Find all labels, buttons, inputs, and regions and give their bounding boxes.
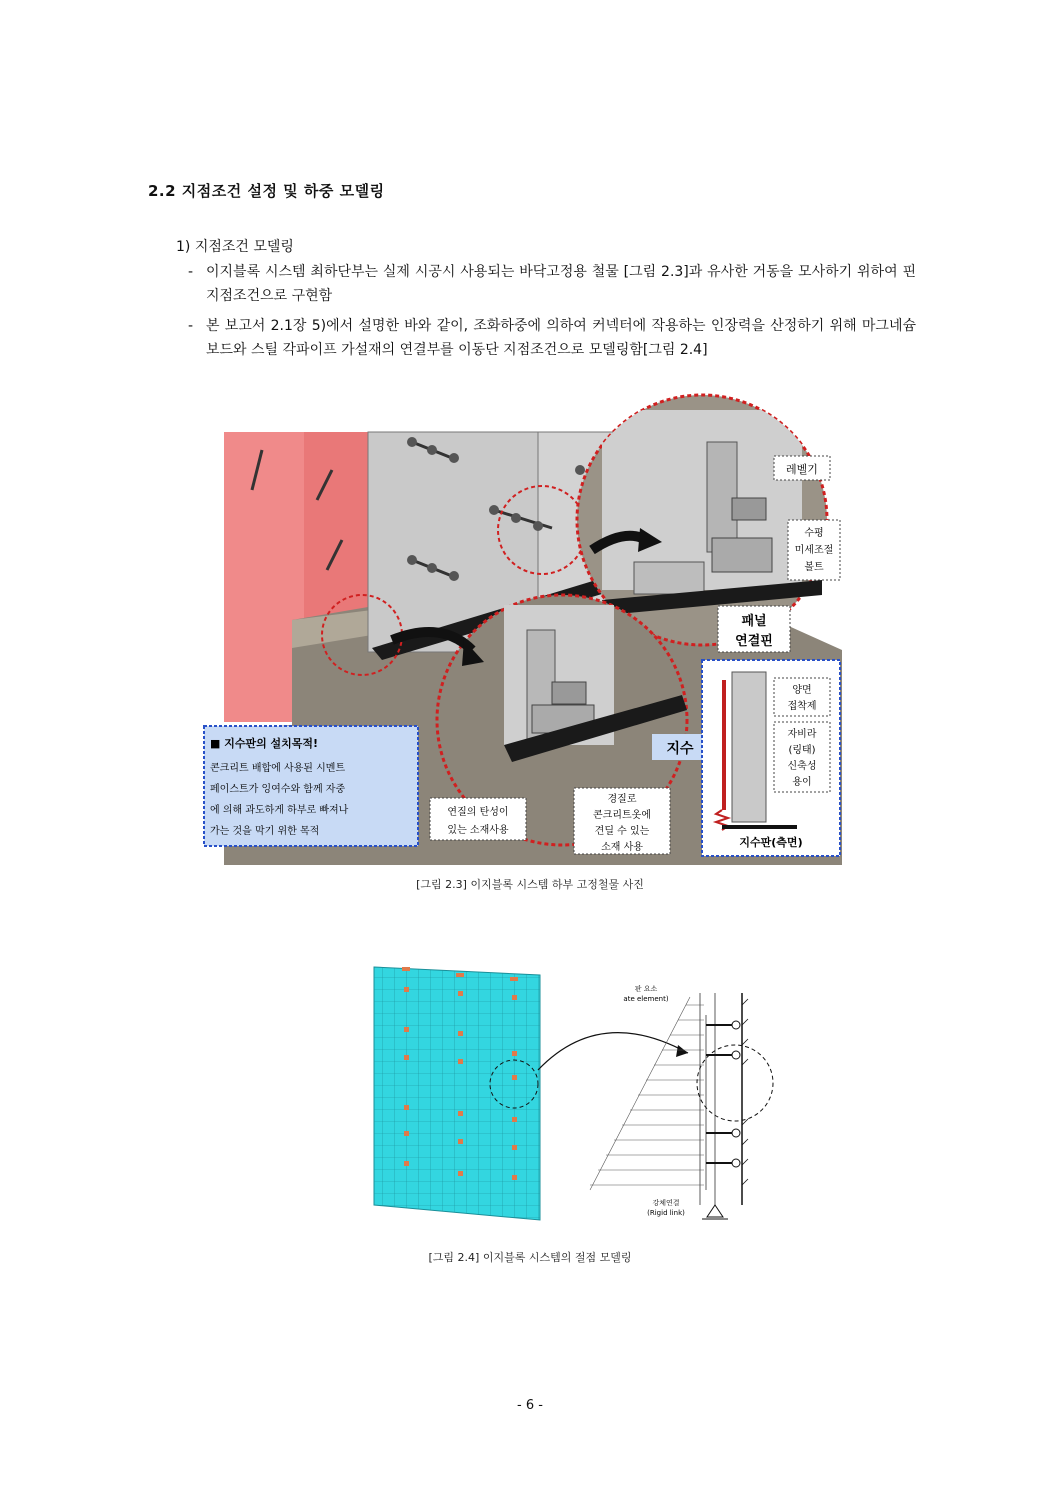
label-rubber-3: 신축성: [787, 761, 817, 772]
note-title: ■ 지수판의 설치목적!: [210, 737, 319, 750]
note-line-1: 콘크리트 배합에 사용된 시멘트: [210, 763, 346, 774]
bullet-item: [188, 260, 916, 308]
label-level: 레벨기: [786, 463, 818, 476]
label-hard-3: 견딜 수 있는: [594, 826, 650, 837]
bullet-text: 본 보고서 2.1장 5)에서 설명한 바와 같이, 조화하중에 의하여 커넥터에 작용하는 인장력을 산정하기 위해 마그네슘보드와 스틸 각파이프 가설재의 연결부를 이동단 지점조건으로 모델링함[그림 2.4]: [206, 318, 916, 358]
figure-2-4-caption: [그림 2.4] 이지블록 시스템의 절점 모델링: [428, 1251, 632, 1264]
note-line-4: 가는 것을 막기 위한 목적: [210, 826, 320, 837]
label-adhesive-2: 접착제: [787, 701, 817, 712]
label-rubber-4: 용이: [792, 777, 812, 788]
label-waterstop-side: 지수판(측면): [739, 836, 803, 849]
figure-2-4-image: [370, 965, 770, 1225]
label-bolt-2: 미세조절: [794, 545, 834, 556]
figure-2-3-image: [210, 410, 842, 865]
bullet-text: 이지블록 시스템 최하단부는 실제 시공시 사용되는 바닥고정용 철물 [그림 2.3]과 유사한 거동을 모사하기 위하여 핀 지점조건으로 구현함: [206, 264, 916, 304]
label-element-2: ate element): [623, 995, 669, 1003]
label-panel-pin-1: 패널: [741, 614, 767, 629]
label-rigid-2: (Rigid link): [647, 1209, 685, 1217]
bullet-dash: -: [188, 318, 194, 334]
label-bolt-1: 수평: [804, 528, 824, 539]
label-rubber-1: 자비라: [787, 729, 817, 740]
label-adhesive-1: 양면: [792, 685, 812, 696]
label-elastic-1: 연질의 탄성이: [447, 807, 509, 818]
note-line-2: 페이스트가 잉여수와 함께 자중: [210, 784, 346, 795]
section-title: 2.2 지점조건 설정 및 하중 모델링: [148, 182, 385, 200]
label-panel-pin-2: 연결핀: [735, 634, 773, 649]
page-number: - 6 -: [517, 1398, 543, 1413]
bullet-dash: -: [188, 264, 194, 280]
label-rigid-1: 강체연결: [652, 1199, 680, 1207]
label-hard-2: 콘크리트옷에: [593, 810, 651, 821]
note-line-3: 에 의해 과도하게 하부로 빠져나: [210, 805, 349, 816]
label-elastic-2: 있는 소재사용: [447, 825, 509, 836]
bullet-item: [188, 314, 916, 362]
label-element-1: 판 요소: [634, 985, 658, 993]
label-hard-4: 소재 사용: [601, 842, 643, 853]
label-waterstop: 지수: [666, 741, 694, 757]
label-bolt-3: 볼트: [804, 562, 824, 573]
subsection-title: 1) 지점조건 모델링: [176, 239, 294, 255]
label-hard-1: 경질로: [607, 794, 637, 805]
label-rubber-2: (링태): [788, 745, 816, 756]
figure-2-3-caption: [그림 2.3] 이지블록 시스템 하부 고정철물 사진: [416, 878, 644, 891]
